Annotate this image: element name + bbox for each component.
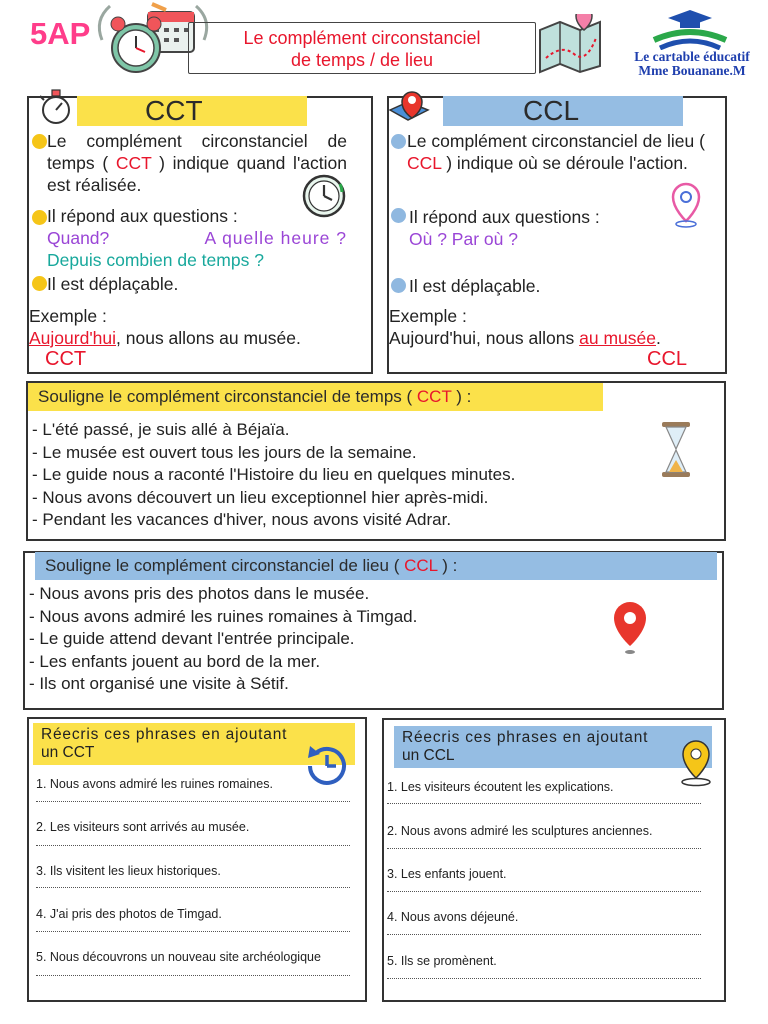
list-item: 3. Ils visitent les lieux historiques.	[36, 864, 221, 878]
answer-line	[36, 845, 350, 846]
answer-line	[36, 801, 350, 802]
bullet-dot	[391, 278, 406, 293]
brand-line1: Le cartable éducatif	[634, 49, 750, 64]
answer-line	[36, 931, 350, 932]
ccl-lesson-box	[387, 96, 727, 374]
ccl-definition: Le complément circonstanciel de lieu ( CCL ) indique où se déroule l'action.	[407, 131, 705, 173]
hourglass-icon	[658, 420, 694, 480]
lesson-title-line2: de temps / de lieu	[290, 50, 434, 70]
list-item: - Le guide nous a raconté l'Histoire du lieu en quelques minutes.	[32, 465, 516, 484]
list-item: - Le musée est ouvert tous les jours de la semaine.	[32, 442, 417, 462]
exercise-ccl-list	[29, 583, 417, 696]
cct-question-heure: A quelle heure ?	[204, 228, 347, 248]
cct-movable: Il est déplaçable.	[47, 274, 179, 294]
answer-line	[387, 978, 701, 979]
cct-questions-intro: Il répond aux questions :	[47, 206, 238, 226]
list-item: 2. Nous avons admiré les sculptures anciennes.	[387, 824, 653, 838]
ccl-example-tag: CCL	[647, 348, 688, 370]
list-item: 4. J'ai pris des photos de Timgad.	[36, 907, 222, 921]
ccl-question-ou: Où ? Par où ?	[409, 229, 518, 249]
map-icon	[536, 14, 606, 74]
answer-line	[387, 803, 701, 804]
cct-definition: Le complément circonstanciel de temps ( CCT ) indique quand l'action est réalisée.	[47, 131, 347, 195]
list-item: - Le guide attend devant l'entrée principale.	[29, 629, 355, 648]
list-item: 3. Les enfants jouent.	[387, 867, 507, 881]
ccl-questions-intro: Il répond aux questions :	[409, 207, 600, 227]
map-pin-icon	[388, 80, 438, 122]
brand-label	[622, 50, 762, 78]
cct-lesson-box	[27, 96, 373, 374]
cct-heading: CCT	[145, 95, 203, 126]
rewrite-ccl-title: Réecris ces phrases en ajoutant un CCL	[394, 726, 712, 768]
list-item: 4. Nous avons déjeuné.	[387, 910, 519, 924]
list-item: - Nous avons admiré les ruines romaines à Timgad.	[29, 606, 418, 626]
bullet-dot	[391, 208, 406, 223]
bullet-dot	[32, 276, 47, 291]
exercise-cct-list	[32, 419, 515, 532]
list-item: - Ils ont organisé une visite à Sétif.	[29, 674, 289, 693]
list-item: 5. Ils se promènent.	[387, 954, 497, 968]
answer-line	[36, 975, 350, 976]
list-item: 1. Les visiteurs écoutent les explications.	[387, 780, 614, 794]
list-item: 1. Nous avons admiré les ruines romaines.	[36, 777, 273, 791]
cct-example-sentence: Aujourd'hui, nous allons au musée.	[29, 328, 301, 348]
clock-icon	[300, 172, 348, 220]
timer-clock-icon	[300, 742, 354, 790]
answer-line	[387, 891, 701, 892]
list-item: - Nous avons pris des photos dans le musée.	[29, 584, 370, 603]
red-pin-icon	[610, 600, 650, 656]
cct-question-quand: Quand?	[47, 228, 110, 248]
cct-question-depuis: Depuis combien de temps ?	[47, 250, 264, 270]
list-item: - Pendant les vacances d'hiver, nous avons visité Adrar.	[32, 510, 452, 529]
cct-example-label: Exemple :	[29, 306, 107, 326]
exercise-cct-title: Souligne le complément circonstanciel de temps ( CCT ) :	[28, 383, 603, 411]
ccl-movable: Il est déplaçable.	[409, 276, 541, 296]
cct-example-tag: CCT	[45, 348, 87, 370]
answer-line	[36, 887, 350, 888]
bullet-dot	[391, 134, 406, 149]
ccl-example-sentence: Aujourd'hui, nous allons au musée.	[389, 328, 661, 348]
stopwatch-icon	[36, 86, 76, 128]
bullet-dot	[32, 134, 47, 149]
list-item: - L'été passé, je suis allé à Béjaïa.	[32, 420, 290, 439]
exercise-ccl-title: Souligne le complément circonstanciel de lieu ( CCL ) :	[35, 552, 717, 580]
yellow-pin-icon	[676, 738, 716, 788]
list-item: 5. Nous découvrons un nouveau site archéologique	[36, 950, 321, 964]
graduation-cap-logo-icon	[650, 6, 730, 50]
list-item: - Nous avons découvert un lieu exceptionnel hier après-midi.	[32, 487, 489, 507]
exercise-cct-box	[26, 381, 726, 541]
list-item: 2. Les visiteurs sont arrivés au musée.	[36, 820, 250, 834]
answer-line	[387, 934, 701, 935]
rewrite-cct-title: Réecris ces phrases en ajoutant un CCT	[33, 723, 355, 765]
ccl-heading: CCL	[523, 95, 580, 126]
rewrite-ccl-box	[382, 718, 726, 1002]
lesson-title-box	[188, 22, 536, 74]
grade-label: 5AP	[30, 16, 91, 51]
lesson-title-line1: Le complément circonstanciel	[243, 28, 481, 48]
bullet-dot	[32, 210, 47, 225]
brand-line2: Mme Bouanane.M	[638, 63, 746, 78]
ccl-example-label: Exemple :	[389, 306, 467, 326]
list-item: - Les enfants jouent au bord de la mer.	[29, 651, 321, 671]
location-icon	[668, 180, 704, 230]
answer-line	[387, 848, 701, 849]
